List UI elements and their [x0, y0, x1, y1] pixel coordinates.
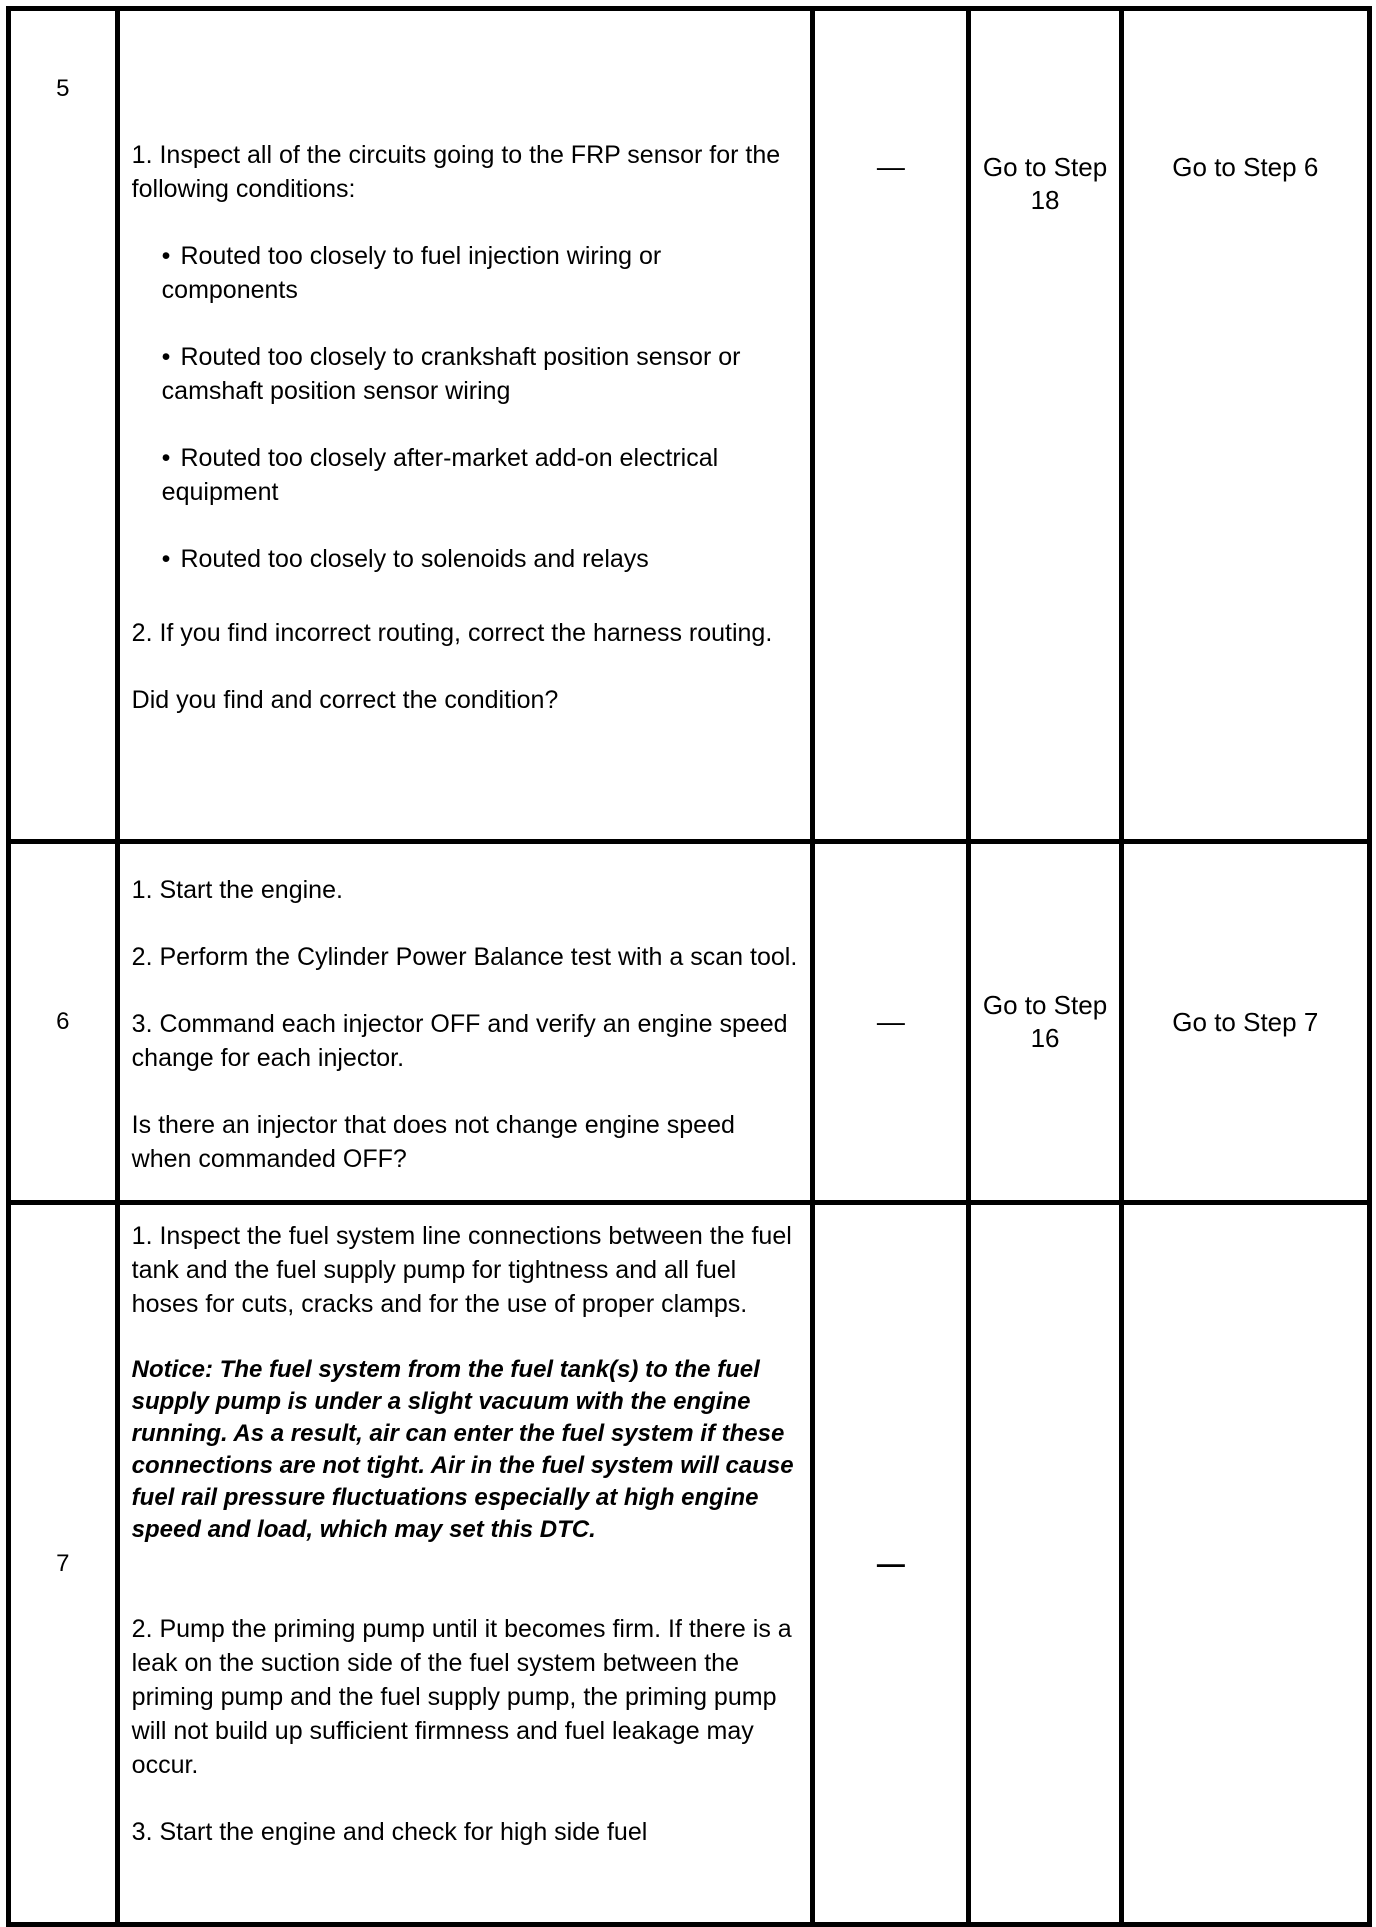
yes-cell [969, 842, 1121, 1203]
bullet-icon: • [161, 443, 171, 472]
bullet-icon: • [161, 342, 171, 371]
value-cell [813, 9, 969, 842]
action-item-1: 1. Inspect the fuel system line connections between the fuel tank and the fuel supply pump for tightness and all fuel hoses for cuts, cracks and for the use of proper clamps. [131, 1222, 792, 1318]
go-to-step-link[interactable]: Go to Step 7 [1172, 1006, 1319, 1037]
value-cell [813, 1203, 969, 1925]
table-row [9, 842, 1370, 1203]
bullet-text: Routed too closely to crankshaft position sensor or camshaft position sensor wiring [161, 342, 741, 405]
step-number-cell [9, 842, 118, 1203]
no-cell [1121, 842, 1369, 1203]
action-question: Is there an injector that does not change engine speed when commanded OFF? [131, 1110, 735, 1173]
step-number: 6 [56, 1008, 70, 1035]
list-item [132, 441, 799, 509]
action-item-3: 3. Command each injector OFF and verify an engine speed change for each injector. [131, 1009, 788, 1072]
go-to-step-link[interactable]: Go to Step 6 [1172, 152, 1319, 182]
yes-cell [969, 9, 1121, 842]
list-item [132, 239, 799, 307]
no-cell [1121, 9, 1369, 842]
action-item-1: 1. Start the engine. [131, 875, 343, 904]
action-cell [117, 9, 813, 842]
list-item [132, 542, 799, 576]
list-item [132, 340, 799, 408]
value-dash: — [876, 1547, 905, 1579]
bullet-text: Routed too closely after-market add-on electrical equipment [161, 443, 719, 506]
step-number: 7 [56, 1549, 70, 1577]
go-to-step-link[interactable]: Go to Step 16 [982, 990, 1108, 1053]
step-number-cell [9, 1203, 118, 1925]
action-intro: 1. Inspect all of the circuits going to the FRP sensor for the following conditions: [131, 140, 781, 203]
notice-text: Notice: The fuel system from the fuel tank(s) to the fuel supply pump is under a slight vacuum with the engine running. As a result, air can enter the fuel system if these connections are not tight. Air in the fuel system will cause fuel rail pressure fluctuations especially at high engine speed and load, which may set this DTC. [131, 1356, 794, 1543]
value-dash: — [876, 151, 905, 182]
step-number: 5 [56, 75, 70, 102]
table-row [9, 1203, 1370, 1925]
go-to-step-link[interactable]: Go to Step 18 [982, 152, 1108, 215]
yes-cell [969, 1203, 1121, 1925]
table-row [9, 9, 1370, 842]
action-cell [117, 842, 813, 1203]
action-item-2: 2. Perform the Cylinder Power Balance test with a scan tool. [131, 942, 798, 971]
diagnostic-steps-table [6, 6, 1372, 1927]
value-cell [813, 842, 969, 1203]
action-question: Did you find and correct the condition? [131, 685, 559, 714]
bullet-icon: • [161, 544, 171, 573]
bullet-icon: • [161, 241, 171, 270]
no-cell [1121, 1203, 1369, 1925]
action-item-2: 2. Pump the priming pump until it becomes firm. If there is a leak on the suction side of the fuel system between the priming pump and the fuel supply pump, the priming pump will not build up sufficient firmness and fuel leakage may occur. [131, 1615, 792, 1779]
action-cell [117, 1203, 813, 1925]
bullet-text: Routed too closely to fuel injection wiring or components [161, 241, 662, 304]
action-item-3: 3. Start the engine and check for high side fuel [131, 1818, 648, 1846]
step-number-cell [9, 9, 118, 842]
bullet-text: Routed too closely to solenoids and relays [180, 544, 649, 573]
value-dash: — [876, 1006, 905, 1037]
action-item-2: 2. If you find incorrect routing, correct the harness routing. [131, 618, 773, 647]
